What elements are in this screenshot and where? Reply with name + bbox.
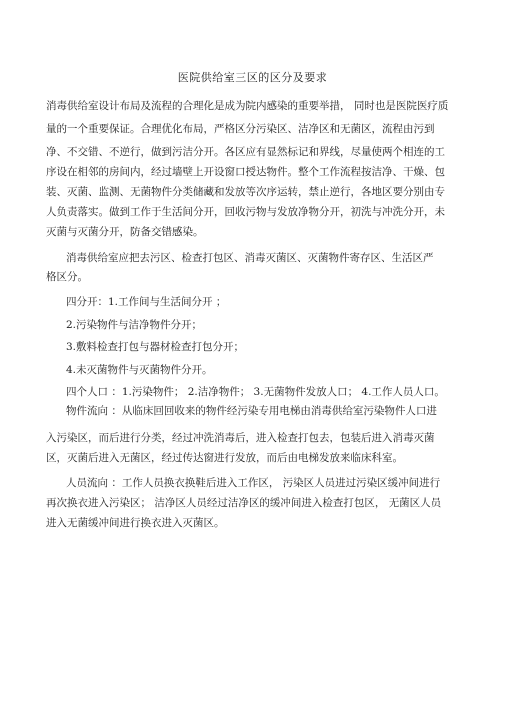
paragraph-1-line-7: 灭菌与灭菌分开，防备交错感染。 [46,226,204,238]
four-separations-line-4: 4.未灭菌物件与灭菌物件分开。 [66,364,213,376]
item-flow-line-3: 区，灭菌后进入无菌区，经过传达窗进行发放，而后由电梯发放来临床科室。 [46,452,403,464]
item-flow-line-1: 物件流向 ：从临床回回收来的物件经污染专用电梯由消毒供给室污染物件人口进 [66,405,437,417]
staff-flow-line-1: 人员流向 ：工作人员换衣换鞋后进入工作区， 污染区人员进过污染区缓冲间进行 [66,477,441,489]
four-separations-line-2: 2.污染物件与洁净物件分开； [66,319,203,331]
paragraph-1-line-1: 消毒供给室设计布局及流程的合理化是成为院内感染的重要举措， 同时也是医院医疗质 [46,100,449,112]
four-separations-line-3: 3.敷料检查打包与器材检查打包分开； [66,341,245,353]
paragraph-2-line-2: 格区分。 [46,271,88,283]
document-title: 医院供给室三区的区分及要求 [177,71,328,84]
paragraph-1-line-5: 装、灭菌、监测、无菌物件分类储藏和发放等次序运转，禁止逆行，各地区要分别由专 [46,186,445,198]
four-entrances-line: 四个人口 ：1.污染物件； 2.洁净物件； 3.无菌物件发放人口； 4.工作人员人口。 [66,386,445,398]
paragraph-2-line-1: 消毒供给室应把去污区、检查打包区、消毒灭菌区、灭菌物件寄存区、生活区严 [66,252,434,264]
item-flow-line-2: 入污染区，而后进行分类，经过冲洗消毒后，进入检查打包去，包装后进入消毒灭菌 [46,432,435,444]
staff-flow-line-2: 再次换衣进入污染区； 洁净区人员经过洁净区的缓冲间进入检查打包区， 无菌区人员 [46,497,442,509]
paragraph-1-line-6: 人负责落实。做到工作于生活间分开，回收污物与发放净物分开，初洗与冲洗分开，未 [46,206,445,218]
paragraph-1-line-4: 序设在相邻的房间内，经过墙壁上开设窗口授达物件。整个工作流程按洁净、干燥、包 [46,166,445,178]
paragraph-1-line-2: 量的一个重要保证。合理优化布局，严格区分污染区、洁净区和无菌区，流程由污到 [46,123,435,135]
four-separations-line-1: 四分开：1.工作间与生活间分开 ； [66,296,227,308]
paragraph-1-line-3: 净、不交错、不逆行，做到污洁分开。各区应有显然标记和界线，尽量使两个相连的工 [46,146,445,158]
staff-flow-line-3: 进入无菌缓冲间进行换衣进入灭菌区。 [46,517,225,529]
